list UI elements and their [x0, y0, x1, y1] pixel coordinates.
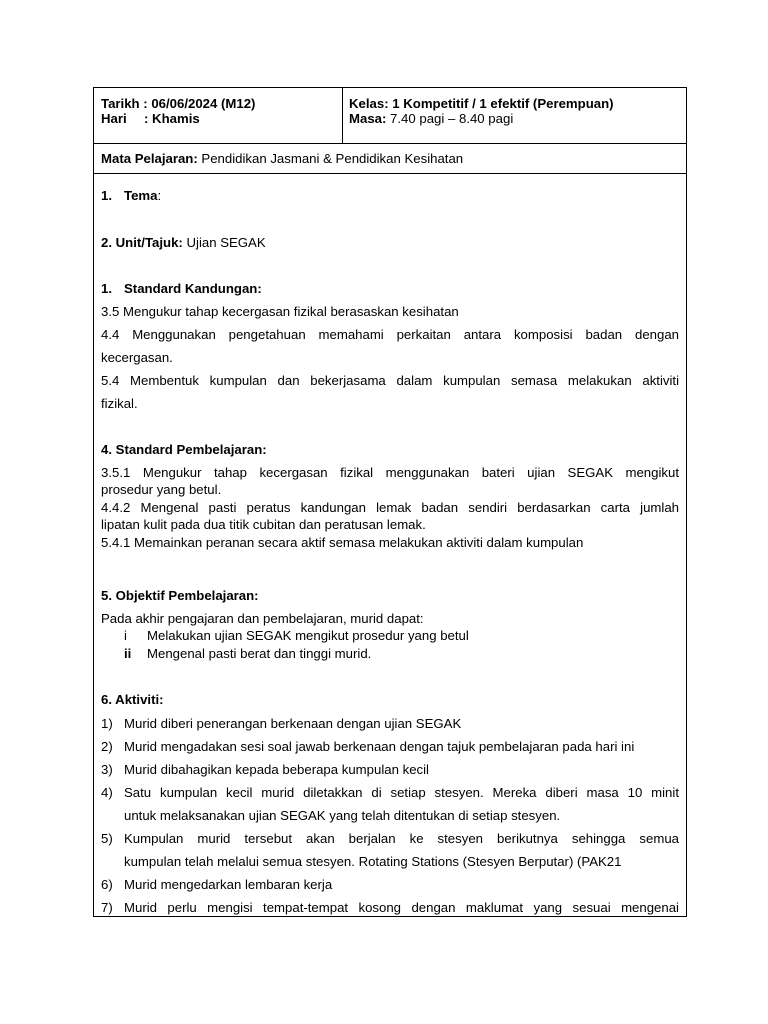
date-text: Tarikh : 06/06/2024 (M12): [101, 96, 256, 111]
aktiviti-heading: 6. Aktiviti:: [101, 692, 164, 707]
sp-item: 4.4.2 Mengenal pasti peratus kandungan lemak badan sendiri berdasarkan carta jumlah: [101, 500, 679, 515]
objektif-heading: 5. Objektif Pembelajaran:: [101, 588, 259, 603]
day-value: : Khamis: [144, 111, 200, 126]
unit-heading: 2. Unit/Tajuk: Ujian SEGAK: [101, 235, 266, 250]
sk-item: 5.4 Membentuk kumpulan dan bekerjasama dalam kumpulan semasa melakukan aktiviti: [101, 373, 679, 388]
time-label: Masa:: [349, 111, 387, 126]
sk-item: 3.5 Mengukur tahap kecergasan fizikal berasaskan kesihatan: [101, 304, 459, 319]
standard-kandungan-heading: 1. Standard Kandungan:: [101, 281, 262, 296]
objektif-intro: Pada akhir pengajaran dan pembelajaran, murid dapat:: [101, 611, 424, 626]
subject-row: [94, 144, 686, 174]
sk-item: kecergasan.: [101, 350, 173, 365]
sp-item: prosedur yang betul.: [101, 482, 222, 497]
standard-pembelajaran-heading: 4. Standard Pembelajaran:: [101, 442, 267, 457]
class-text: Kelas: 1 Kompetitif / 1 efektif (Perempuan): [349, 96, 614, 111]
sp-item: 5.4.1 Memainkan peranan secara aktif semasa melakukan aktiviti dalam kumpulan: [101, 535, 584, 550]
sk-item: 4.4 Menggunakan pengetahuan memahami perkaitan antara komposisi badan dengan: [101, 327, 679, 342]
header-row: [94, 88, 686, 144]
class-time-cell: [343, 88, 686, 143]
lesson-plan-document: Tarikh : 06/06/2024 (M12) Hari : Khamis Kelas: 1 Kompetitif / 1 efektif (Perempuan) Masa: 7.40 pagi – 8.40 pagi Mata Pelajaran: Pendidikan Jasmani & Pendidikan Kesihatan 1. Tema: 2. Unit/Tajuk: Ujian SEGAK 1. Standard Kandungan: 3.5 Mengukur tahap kecergasan fizikal berasaskan kesihatan 4.4 Menggunakan pengetahuan memahami perkaitan antara komposisi badan dengan kecergasan. 5.4 Membentuk kumpulan dan bekerjasama dalam kumpulan semasa melakukan aktiviti fizikal. 4. Standard Pembelajaran: 3.5.1 Mengukur tahap kecergasan fizikal menggunakan bateri ujian SEGAK mengikut prosedur yang betul. 4.4.2 Mengenal pasti peratus kandungan lemak badan sendiri berdasarkan carta jumlah lipatan kulit pada dua titik cubitan dan peratusan lemak. 5.4.1 Memainkan peranan secara aktif semasa melakukan aktiviti dalam kumpulan 5. Objektif Pembelajaran: Pada akhir pengajaran dan pembelajaran, murid dapat: i Melakukan ujian SEGAK mengikut prosedur yang betul ii Mengenal pasti berat dan tinggi murid. 6. Aktiviti: 1) Murid diberi penerangan berkenaan dengan ujian SEGAK 2) Murid mengadakan sesi soal jawab berkenaan dengan tajuk pembelajaran pada hari ini 3) Murid dibahagikan kepada beberapa kumpulan kecil 4) Satu kumpulan kecil murid diletakkan di setiap stesyen. Mereka diberi masa 10 minit untuk melaksanakan ujian SEGAK yang telah ditentukan di setiap stesyen. 5) Kumpulan murid tersebut akan berjalan ke stesyen berikutnya sehingga semua kumpulan telah melalui semua stesyen. Rotating Stations (Stesyen Berputar) (PAK21 6) Murid mengedarkan lembaran kerja 7) Murid perlu mengisi tempat-tempat kosong dengan maklumat yang sesuai mengenai: [93, 87, 687, 917]
time-value: 7.40 pagi – 8.40 pagi: [386, 111, 514, 126]
subject-label: Mata Pelajaran:: [101, 151, 198, 166]
sp-item: 3.5.1 Mengukur tahap kecergasan fizikal menggunakan bateri ujian SEGAK mengikut: [101, 465, 679, 480]
sk-item: fizikal.: [101, 396, 138, 411]
day-label: Hari: [101, 111, 127, 126]
subject-value: Pendidikan Jasmani & Pendidikan Kesihatan: [197, 151, 464, 166]
date-day-cell: [94, 88, 343, 143]
tema-heading: 1. Tema:: [101, 188, 162, 203]
sp-item: lipatan kulit pada dua titik cubitan dan peratusan lemak.: [101, 517, 426, 532]
